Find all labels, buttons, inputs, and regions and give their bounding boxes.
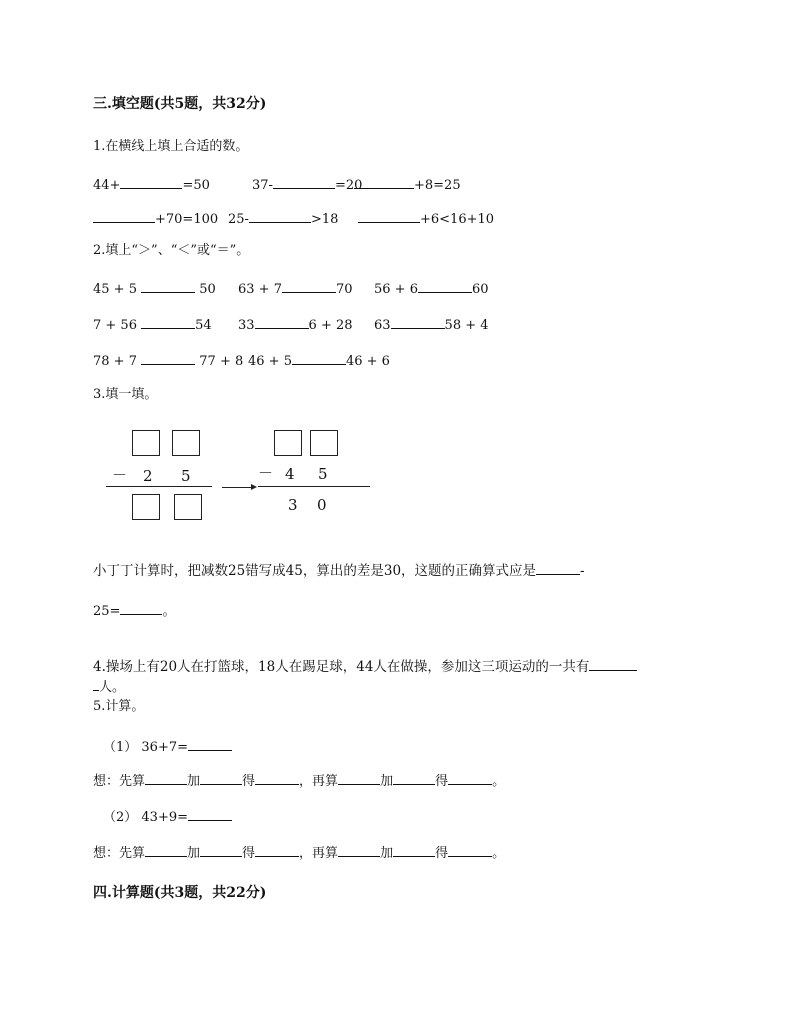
result-digit: 3	[288, 496, 298, 514]
q4-line-2	[93, 676, 125, 697]
answer-blank[interactable]	[282, 278, 336, 293]
answer-blank[interactable]	[391, 314, 445, 329]
q3-text-2-tail: 。	[162, 604, 176, 619]
answer-blank[interactable]	[255, 770, 299, 785]
q2-r2-b-right: 6 + 28	[308, 318, 353, 333]
q2-r2-c-right: 58 + 4	[444, 318, 489, 333]
q2-r2-c-left: 63	[374, 318, 391, 333]
q5-think-1	[93, 770, 505, 791]
subtrahend-digit: 2	[143, 467, 153, 485]
question-2-prompt: 2.填上“＞”、“＜”或“＝”。	[93, 243, 250, 258]
q3-text-line-1	[93, 560, 585, 580]
equation-divider	[106, 486, 212, 487]
subtrahend-digit: 5	[318, 465, 328, 483]
think-get: 得	[242, 774, 256, 789]
q5-think-2	[93, 842, 505, 863]
think-period: 。	[492, 846, 506, 861]
q1-r1-b-post: =20	[334, 178, 363, 193]
q1-row-2-a	[93, 208, 218, 229]
answer-blank[interactable]	[354, 174, 414, 189]
digit-box[interactable]	[132, 430, 160, 456]
q2-row-1-b	[238, 278, 353, 299]
answer-blank[interactable]	[292, 350, 346, 365]
answer-blank[interactable]	[200, 842, 242, 857]
answer-blank[interactable]	[448, 842, 492, 857]
section-title: 四.计算题(共3题，共22分)	[93, 885, 267, 901]
answer-blank[interactable]	[418, 278, 472, 293]
q2-r1-c-left: 56 + 6	[374, 282, 418, 297]
answer-blank[interactable]	[145, 770, 187, 785]
minus-sign: －	[112, 466, 128, 484]
result-digit: 0	[317, 496, 327, 514]
q1-row-1-c	[354, 174, 461, 195]
q1-r1-a-post: =50	[182, 178, 210, 193]
q3-text-2: 25=	[93, 604, 121, 619]
answer-blank[interactable]	[141, 350, 195, 365]
q2-row-1-c	[374, 278, 489, 299]
arrow-icon	[222, 487, 252, 488]
answer-blank[interactable]	[393, 842, 435, 857]
answer-blank[interactable]	[358, 208, 420, 223]
q2-r1-b-left: 63 + 7	[238, 282, 282, 297]
answer-blank[interactable]	[536, 560, 580, 575]
digit-box[interactable]	[132, 494, 160, 520]
q1-row-1-b	[252, 174, 362, 195]
think-then: ，再算	[299, 774, 339, 789]
q1-r1-a-pre: 44+	[93, 178, 121, 193]
answer-blank[interactable]	[141, 278, 195, 293]
q3-text-line-2	[93, 600, 175, 621]
think-label: 想：先算	[93, 846, 146, 861]
answer-blank[interactable]	[141, 314, 195, 329]
question-5-prompt: 5.计算。	[93, 699, 145, 714]
think-label: 想：先算	[93, 774, 146, 789]
q4-tail: 人。	[99, 680, 126, 695]
answer-blank[interactable]	[338, 842, 380, 857]
q2-row-3-b	[248, 350, 390, 371]
q2-r1-c-right: 60	[471, 282, 489, 297]
answer-blank[interactable]	[273, 174, 335, 189]
q1-r2-b-pre: 25-	[228, 212, 249, 227]
digit-box[interactable]	[174, 494, 202, 520]
answer-blank[interactable]	[249, 208, 311, 223]
q2-r3-a-right: 77 + 8	[199, 354, 244, 369]
digit-box[interactable]	[172, 430, 200, 456]
q2-r3-a-left: 78 + 7	[93, 354, 137, 369]
answer-blank[interactable]	[338, 770, 380, 785]
answer-blank[interactable]	[145, 842, 187, 857]
q1-row-1	[93, 174, 210, 195]
q5-part-2	[103, 806, 232, 827]
q1-r2-c-post: +6<16+10	[420, 212, 495, 227]
think-add: 加	[187, 846, 201, 861]
answer-blank[interactable]	[120, 600, 162, 615]
q2-r2-a-left: 7 + 56	[93, 318, 137, 333]
question-4	[93, 656, 637, 676]
q2-row-1-a	[93, 278, 216, 299]
q4-text: 4.操场上有20人在打篮球，18人在踢足球，44人在做操，参加这三项运动的一共有	[93, 659, 590, 675]
answer-blank[interactable]	[255, 842, 299, 857]
answer-blank[interactable]	[120, 174, 182, 189]
q5-p2-text: （2） 43+9=	[103, 810, 189, 825]
q1-row-2-c	[358, 208, 494, 229]
q1-r1-b-pre: 37-	[252, 178, 273, 193]
q1-r2-b-post: >18	[310, 212, 339, 227]
q2-r2-a-right: 54	[195, 318, 212, 333]
q2-row-3-a	[93, 350, 243, 371]
q2-row-2-a	[93, 314, 212, 335]
q3-text: 小丁丁计算时，把减数25错写成45，算出的差是30，这题的正确算式应是	[93, 563, 537, 579]
answer-blank[interactable]	[188, 736, 232, 751]
digit-box[interactable]	[310, 430, 338, 456]
q1-row-2-b	[228, 208, 338, 229]
think-get: 得	[435, 846, 449, 861]
q2-row-2-b	[238, 314, 353, 335]
subtrahend-digit: 4	[285, 465, 295, 483]
arrow-head-icon	[251, 484, 257, 490]
q5-p1-text: （1） 36+7=	[103, 740, 189, 755]
q2-r1-a-right: 50	[199, 282, 216, 297]
answer-blank[interactable]	[393, 770, 435, 785]
digit-box[interactable]	[274, 430, 302, 456]
minus-sign: －	[258, 464, 274, 482]
q1-r1-c-post: +8=25	[414, 178, 461, 193]
subtrahend-digit: 5	[181, 467, 191, 485]
think-get: 得	[242, 846, 256, 861]
think-add: 加	[380, 774, 394, 789]
answer-blank[interactable]	[200, 770, 242, 785]
answer-blank[interactable]	[255, 314, 309, 329]
answer-blank[interactable]	[188, 806, 232, 821]
question-3-prompt: 3.填一填。	[93, 387, 158, 402]
think-period: 。	[492, 774, 506, 789]
q1-r2-a-post: +70=100	[155, 212, 219, 227]
q2-r3-b-left: 46 + 5	[248, 354, 292, 369]
equation-divider	[258, 486, 370, 487]
think-get: 得	[435, 774, 449, 789]
think-add: 加	[380, 846, 394, 861]
section-title: 三.填空题(共5题，共32分)	[93, 96, 267, 112]
question-1-prompt: 1.在横线上填上合适的数。	[93, 139, 249, 154]
q3-text-tail: -	[580, 563, 585, 579]
q2-r1-a-left: 45 + 5	[93, 282, 137, 297]
q2-r1-b-right: 70	[335, 282, 353, 297]
q2-row-2-c	[374, 314, 489, 335]
think-add: 加	[187, 774, 201, 789]
answer-blank[interactable]	[93, 208, 155, 223]
q5-part-1	[103, 736, 232, 757]
think-then: ，再算	[299, 846, 339, 861]
q2-r3-b-right: 46 + 6	[345, 354, 390, 369]
q2-r2-b-left: 33	[238, 318, 255, 333]
answer-blank[interactable]	[448, 770, 492, 785]
answer-blank[interactable]	[589, 656, 637, 671]
